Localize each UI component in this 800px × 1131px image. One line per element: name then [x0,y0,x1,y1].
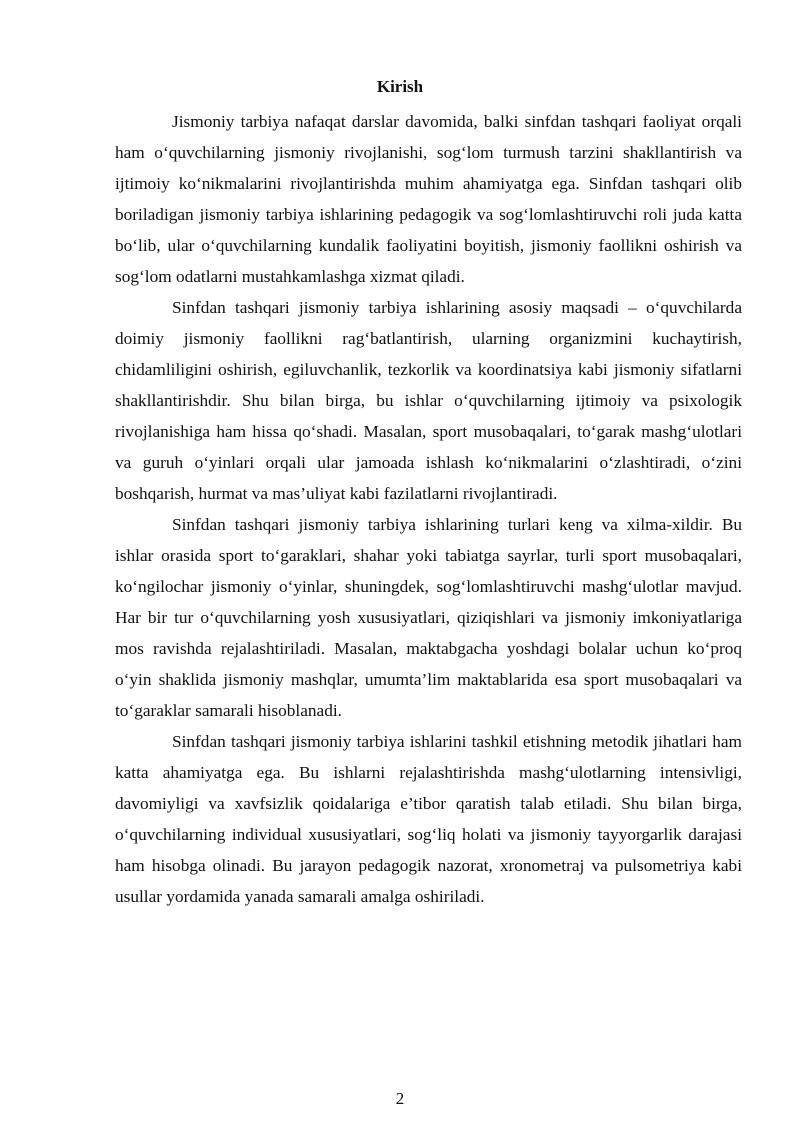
paragraph-introduction: Jismoniy tarbiya nafaqat darslar davomida, balki sinfdan tashqari faoliyat orqali ham o‘quvchilarning jismoniy rivojlanishi, sog‘lom turmush tarzini shakllantirish va ijtimoiy ko‘nikmalarini rivojlantirishda muhim ahamiyatga ega. Sinfdan tashqari olib boriladigan jismoniy tarbiya ishlarining pedagogik va sog‘lomlashtiruvchi roli juda katta bo‘lib, ular o‘quvchilarning kundalik faoliyatini boyitish, jismoniy faollikni oshirish va sog‘lom odatlarni mustahkamlashga xizmat qiladi. [115,112,742,286]
paragraph-purpose: Sinfdan tashqari jismoniy tarbiya ishlarining asosiy maqsadi – o‘quvchilarda doimiy jismoniy faollikni rag‘batlantirish, ularning organizmini kuchaytirish, chidamliligini oshirish, egiluvchanlik, tezkorlik va koordinatsiya kabi jismoniy sifatlarni shakllantirishdir. Shu bilan birga, bu ishlar o‘quvchilarning ijtimoiy va psixologik rivojlanishiga ham hissa qo‘shadi. Masalan, sport musobaqalari, to‘garak mashg‘ulotlari va guruh o‘yinlari orqali ular jamoada ishlash ko‘nikmalarini o‘zlashtiradi, o‘zini boshqarish, hurmat va mas’uliyat kabi fazilatlarni rivojlantiradi. [115,298,742,503]
page-number: 2 [395,1089,405,1108]
body-text [115,106,742,912]
section-title: Kirish [376,77,424,96]
paragraph-methodology: Sinfdan tashqari jismoniy tarbiya ishlarini tashkil etishning metodik jihatlari ham katta ahamiyatga ega. Bu ishlarni rejalashtirishda mashg‘ulotlarning intensivligi, davomiyligi va xavfsizlik qoidalariga e’tibor qaratish talab etiladi. Shu bilan birga, o‘quvchilarning individual xususiyatlari, sog‘liq holati va jismoniy tayyorgarlik darajasi ham hisobga olinadi. Bu jarayon pedagogik nazorat, xronometraj va pulsometriya kabi usullar yordamida yanada samarali amalga oshiriladi. [115,732,742,906]
paragraph-types: Sinfdan tashqari jismoniy tarbiya ishlarining turlari keng va xilma-xildir. Bu ishlar orasida sport to‘garaklari, shahar yoki tabiatga sayrlar, turli sport musobaqalari, ko‘ngilochar jismoniy o‘yinlar, shuningdek, sog‘lomlashtiruvchi mashg‘ulotlar mavjud. Har bir tur o‘quvchilarning yosh xususiyatlari, qiziqishlari va jismoniy imkoniyatlariga mos ravishda rejalashtiriladi. Masalan, maktabgacha yoshdagi bolalar uchun ko‘proq o‘yin shaklida jismoniy mashqlar, umumta’lim maktablarida esa sport musobaqalari va to‘garaklar samarali hisoblanadi. [115,515,742,720]
